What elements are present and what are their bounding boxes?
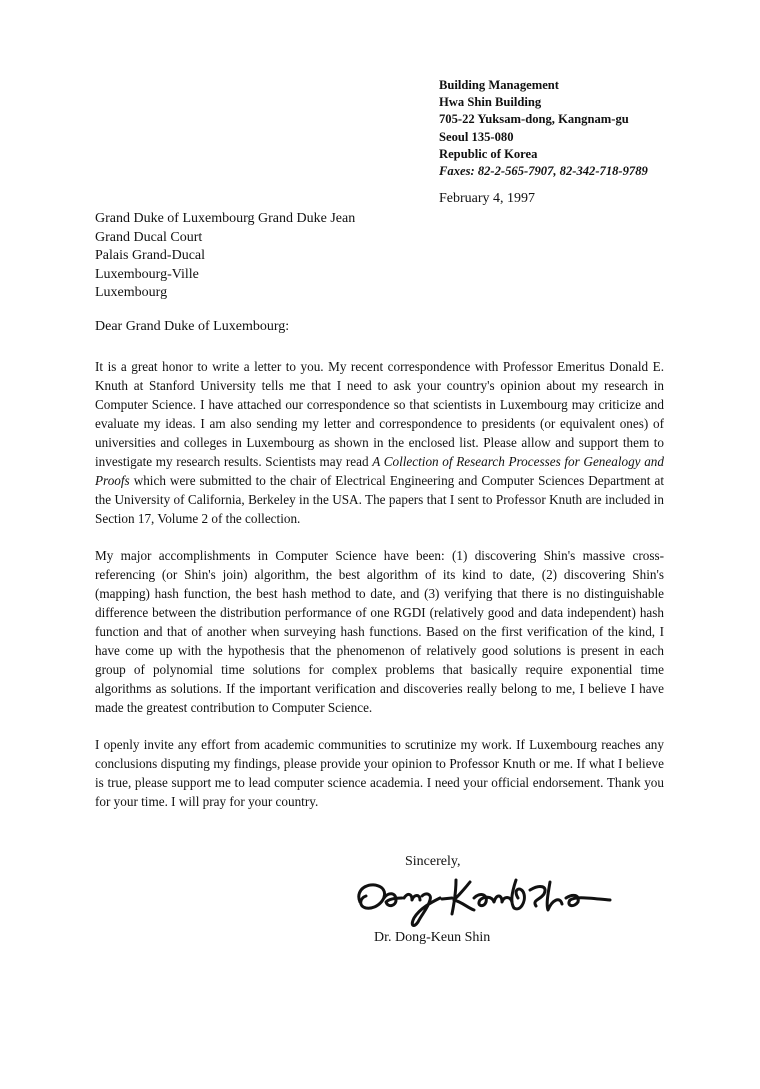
recipient-line-2: Grand Ducal Court [95, 229, 203, 245]
sender-address [439, 77, 648, 180]
body-paragraph-2: My major accomplishments in Computer Science have been: (1) discovering Shin's massive cross-referencing (or Shin's join) algorithm, the best algorithm of its kind to date, (2) discovering Shin's (mapping) hash function, the best hash method to date, and (3) verifying that there is no distinguishable difference between the distribution performance of one RGDI (relatively good and data independent) hash function and that of another when surveying hash functions. Based on the first verification of the kind, I have come up with the hypothesis that the phenomenon of relatively good solutions is present in each group of polynomial time solutions for complex problems that basically require exponential time algorithms as solutions. If the important verification and discoveries really belong to me, I believe I have made the greatest contribution to Computer Science. [95, 548, 664, 715]
body-paragraph-1 [95, 357, 664, 528]
letter-date: February 4, 1997 [439, 191, 536, 206]
sender-line-2: Hwa Shin Building [439, 95, 542, 110]
closing: Sincerely, [405, 854, 461, 869]
sender-line-4: Seoul 135-080 [439, 129, 514, 144]
recipient-address [95, 210, 355, 303]
salutation: Dear Grand Duke of Luxembourg: [95, 319, 290, 334]
handwritten-signature [352, 868, 612, 937]
letter-body [95, 357, 664, 829]
sender-line-3: 705-22 Yuksam-dong, Kangnam-gu [439, 112, 629, 127]
recipient-line-5: Luxembourg [95, 285, 168, 301]
p1-text-before: It is a great honor to write a letter to you. My recent correspondence with Professor Emeritus Donald E. Knuth at Stanford University tells me that I need to ask your country's opinion about my research in Computer Science. I have attached our correspondence so that scientists in Luxembourg may criticize and evaluate my ideas. I am also sending my letter and correspondence to presidents (or equivalent ones) of universities and colleges in Luxembourg as shown in the enclosed list. Please allow and support them to investigate my research results. Scientists may read [95, 359, 664, 469]
recipient-line-3: Palais Grand-Ducal [95, 248, 206, 264]
recipient-line-1: Grand Duke of Luxembourg Grand Duke Jean [95, 211, 356, 226]
sender-line-5: Republic of Korea [439, 146, 538, 161]
body-paragraph-3: I openly invite any effort from academic communities to scrutinize my work. If Luxembourg reaches any conclusions disputing my findings, please provide your opinion to Professor Knuth or me. If what I believe is true, please support me to lead computer science academia. I need your official endorsement. Thank you for your time. I will pray for your country. [95, 737, 664, 809]
sender-faxes: Faxes: 82-2-565-7907, 82-342-718-9789 [439, 164, 648, 179]
p1-text-after: which were submitted to the chair of Electrical Engineering and Computer Sciences Department at the University of California, Berkeley in the USA. The papers that I sent to Professor Knuth are included in Section 17, Volume 2 of the collection. [95, 473, 664, 526]
sender-line-1: Building Management [439, 78, 560, 92]
signature-drawing [352, 868, 612, 932]
p1-collection-title: A Collection of Research Processes for Genealogy and Proofs [95, 454, 664, 488]
signer-name: Dr. Dong-Keun Shin [374, 930, 491, 945]
recipient-line-4: Luxembourg-Ville [95, 266, 199, 282]
